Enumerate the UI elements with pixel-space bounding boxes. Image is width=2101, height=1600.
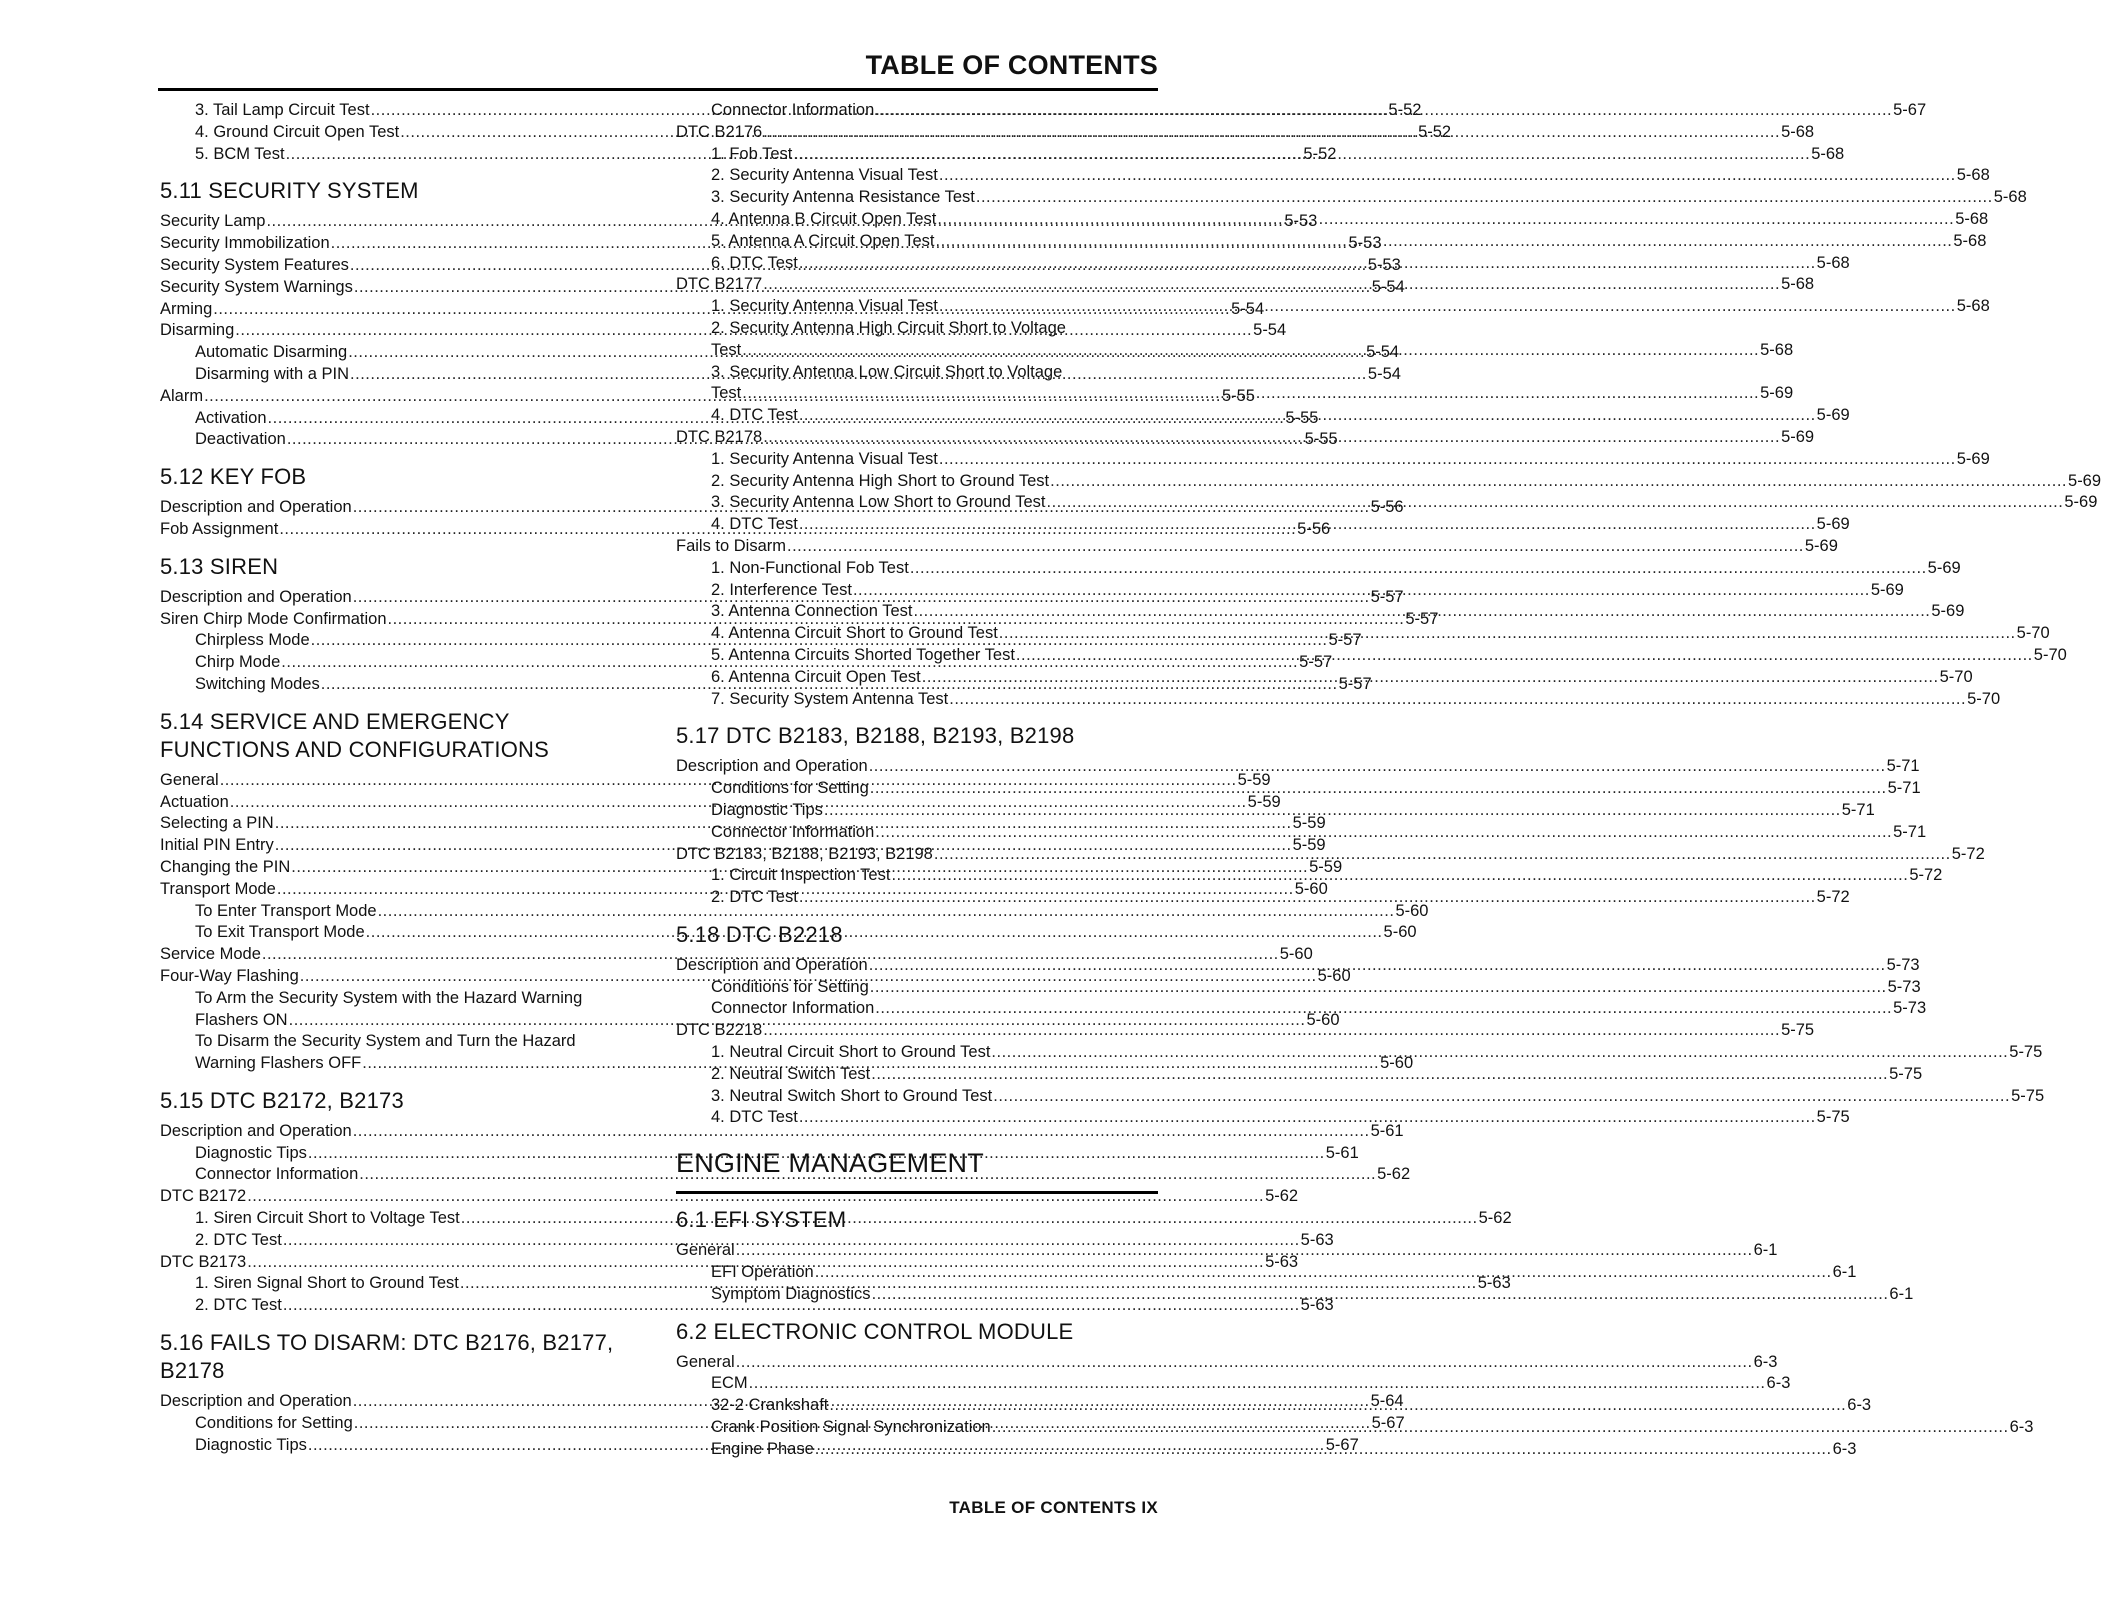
toc-entry-page: 5-57 (1338, 674, 1372, 693)
dot-leader (763, 122, 1780, 144)
toc-entry-page: 5-70 (2033, 645, 2067, 664)
toc-entry-page: 5-69 (1956, 449, 1990, 468)
toc-entry-title: 5. Antenna Circuits Shorted Together Test (711, 645, 1015, 664)
dot-leader (853, 580, 1870, 602)
toc-entry[interactable] (676, 449, 1990, 471)
section-heading: 5.14 SERVICE AND EMERGENCY FUNCTIONS AND CONFIGURATIONS (160, 708, 549, 762)
toc-entry-page: 5-62 (1265, 1187, 1299, 1206)
dot-leader (1046, 492, 2063, 514)
toc-entry-page: 6-3 (1766, 1374, 1791, 1393)
toc-entry-title: Description and Operation (676, 955, 868, 974)
toc-entry-page: 6-1 (1889, 1284, 1914, 1303)
toc-entry-page: 5-62 (1377, 1165, 1411, 1184)
toc-entry-page: 5-72 (1951, 844, 1985, 863)
toc-entry-title: Deactivation (195, 430, 286, 449)
toc-entry-page: 5-55 (1304, 430, 1338, 449)
toc-entry-title: DTC B2177 (676, 275, 763, 294)
toc-entry-title: 1. Fob Test (711, 144, 793, 163)
toc-entry-page: 5-59 (1247, 792, 1281, 811)
toc-entry-page: 5-63 (1300, 1296, 1334, 1315)
dot-leader (875, 998, 1892, 1020)
section-heading: 6.2 ELECTRONIC CONTROL MODULE (676, 1318, 1074, 1344)
toc-entry-page: 5-69 (2068, 471, 2101, 490)
dot-leader (763, 1020, 1780, 1042)
toc-entry-page: 5-67 (1371, 1413, 1405, 1432)
toc-entry-page: 5-75 (2009, 1043, 2043, 1062)
toc-entry-title: To Exit Transport Mode (195, 923, 365, 942)
toc-entry-title: Transport Mode (160, 879, 276, 898)
toc-entry-page: 6-3 (1832, 1439, 1857, 1458)
toc-entry-title: 6. Antenna Circuit Open Test (711, 667, 921, 686)
toc-entry-title: To Enter Transport Mode (195, 901, 377, 920)
toc-entry-title: DTC B2218 (676, 1021, 763, 1040)
toc-entry[interactable] (676, 1064, 1923, 1086)
toc-entry-page: 5-56 (1370, 498, 1404, 517)
toc-entry-page: 5-60 (1279, 945, 1313, 964)
toc-entry-page: 5-68 (1781, 275, 1815, 294)
toc-entry-page: 5-71 (1893, 822, 1927, 841)
toc-entry-page: 5-68 (1956, 166, 1990, 185)
toc-entry-page: 5-68 (1811, 144, 1845, 163)
toc-entry-page: 5-75 (2011, 1086, 2045, 1105)
toc-entry-title: Changing the PIN (160, 857, 291, 876)
dot-leader (870, 977, 1887, 999)
toc-entry[interactable] (160, 1164, 1411, 1186)
toc-entry-page: 6-1 (1753, 1241, 1778, 1260)
toc-entry-title: 3. Tail Lamp Circuit Test (195, 101, 370, 119)
toc-entry-title: Diagnostic Tips (711, 800, 823, 819)
toc-entry-title: Description and Operation (160, 1121, 352, 1140)
dot-leader (799, 514, 1816, 536)
toc-entry-title: 1. Security Antenna Visual Test (711, 449, 938, 468)
dot-leader (763, 274, 1780, 296)
toc-entry[interactable] (676, 1107, 1850, 1129)
dot-leader (799, 1107, 1816, 1129)
dot-leader (992, 1417, 2009, 1439)
toc-entry[interactable] (676, 977, 1921, 999)
toc-entry-page: 5-56 (1297, 519, 1331, 538)
dot-leader (939, 165, 1956, 187)
toc-entry-page: 5-73 (1887, 977, 1921, 996)
toc-entry-title: Description and Operation (160, 1392, 352, 1411)
dot-leader (787, 536, 1804, 558)
toc-entry-title: Disarming (160, 321, 235, 340)
toc-entry-page: 5-68 (1816, 253, 1850, 272)
toc-entry-title: Warning Flashers OFF (195, 1054, 362, 1073)
toc-entry-title: DTC B2172 (160, 1187, 247, 1206)
toc-entry-title: Alarm (160, 386, 204, 405)
toc-entry-page: 5-57 (1328, 631, 1362, 650)
toc-entry-title: Security System Features (160, 255, 349, 274)
toc-entry-title: Switching Modes (195, 674, 320, 693)
toc-entry-page: 6-3 (1753, 1352, 1778, 1371)
toc-entry-title: 32-2 Crankshaft (711, 1396, 829, 1415)
toc-entry-title: 4. DTC Test (711, 406, 798, 425)
toc-entry-text-continued: 3. Security Antenna Low Circuit Short to Voltage (711, 362, 1063, 381)
toc-entry-title: 2. Security Antenna Visual Test (711, 166, 938, 185)
toc-entry-title: DTC B2178 (676, 427, 763, 446)
toc-entry-title: 5. BCM Test (195, 144, 285, 163)
toc-entry-page: 5-59 (1292, 836, 1326, 855)
toc-entry[interactable] (676, 689, 2001, 711)
toc-entry-title: 1. Non-Functional Fob Test (711, 558, 909, 577)
toc-entry-page: 5-71 (1886, 757, 1920, 776)
toc-entry[interactable] (160, 1186, 1299, 1208)
toc-entry-title: 2. Security Antenna High Short to Ground Test (711, 471, 1050, 490)
toc-entry-page: 5-72 (1816, 888, 1850, 907)
toc-entry-page: 5-69 (1931, 602, 1965, 621)
toc-entry-title: 1. Security Antenna Visual Test (711, 297, 938, 316)
toc-entry-title: Automatic Disarming (195, 343, 348, 362)
dot-leader (763, 427, 1780, 449)
toc-entry-page: 5-57 (1299, 653, 1333, 672)
toc-entry-page: 5-63 (1477, 1274, 1511, 1293)
toc-entry-page: 5-54 (1367, 364, 1401, 383)
dot-leader (922, 667, 1939, 689)
toc-entry[interactable] (160, 901, 1429, 923)
toc-entry-page: 5-59 (1309, 857, 1343, 876)
toc-entry-page: 5-70 (1967, 689, 2001, 708)
toc-entry-page: 5-69 (1816, 515, 1850, 534)
dot-leader (749, 1373, 1766, 1395)
section-heading: 6.1 EFI SYSTEM (676, 1207, 847, 1233)
toc-entry-page: 5-59 (1292, 814, 1326, 833)
toc-entry-page: 5-69 (1870, 580, 1904, 599)
toc-entry-title: Crank Position Signal Synchronization (711, 1418, 991, 1437)
toc-entry-title: Arming (160, 299, 213, 318)
toc-entry-title: 3. Antenna Connection Test (711, 602, 913, 621)
toc-entry-page: 5-71 (1841, 800, 1875, 819)
toc-entry-page: 5-57 (1405, 609, 1439, 628)
toc-entry-page: 5-55 (1285, 408, 1319, 427)
toc-entry-title: Security System Warnings (160, 277, 353, 296)
toc-entry-title: 2. DTC Test (195, 1230, 282, 1249)
toc-entry-title: Flashers ON (195, 1010, 288, 1029)
dot-leader (799, 253, 1816, 275)
toc-entry-page: 5-52 (1388, 101, 1422, 119)
toc-entry-title: General (160, 770, 219, 789)
title-rule (158, 88, 1158, 91)
toc-entry-page: 5-54 (1253, 321, 1287, 340)
toc-entry-title: Conditions for Setting (195, 1413, 353, 1432)
toc-entry-title: 6. DTC Test (711, 253, 798, 272)
toc-entry-title: Diagnostic Tips (195, 1143, 307, 1162)
toc-entry-title: Fails to Disarm (676, 536, 787, 555)
dot-leader (872, 1284, 1889, 1306)
dot-leader (824, 800, 1841, 822)
toc-entry-title: 1. Siren Signal Short to Ground Test (195, 1274, 459, 1293)
toc-entry-page: 5-69 (1804, 536, 1838, 555)
dot-leader (869, 756, 1886, 778)
toc-entry[interactable] (676, 558, 1961, 580)
toc-entry-title: EFI Operation (711, 1263, 814, 1282)
toc-entry-page: 6-3 (1847, 1396, 1872, 1415)
toc-entry[interactable] (676, 1373, 1791, 1395)
section-heading: 5.15 DTC B2172, B2173 (160, 1087, 404, 1113)
toc-entry-page: 5-54 (1371, 277, 1405, 296)
dot-leader (991, 1042, 2008, 1064)
toc-entry[interactable] (676, 756, 1920, 778)
toc-entry-title: General (676, 1352, 735, 1371)
toc-entry-title: 4. DTC Test (711, 515, 798, 534)
section-heading: 5.17 DTC B2183, B2188, B2193, B2198 (676, 723, 1075, 749)
toc-entry-title: Four-Way Flashing (160, 966, 299, 985)
dot-leader (742, 340, 1759, 362)
toc-entry-page: 5-59 (1237, 770, 1271, 789)
toc-entry-title: 3. Security Antenna Resistance Test (711, 188, 975, 207)
section-heading: 5.11 SECURITY SYSTEM (160, 178, 419, 204)
toc-entry-page: 5-73 (1893, 999, 1927, 1018)
toc-entry-title: 4. Antenna Circuit Short to Ground Test (711, 624, 998, 643)
toc-entry-page: 5-60 (1380, 1054, 1414, 1073)
section-heading: 5.18 DTC B2218 (676, 921, 843, 947)
toc-entry-title: Security Immobilization (160, 234, 330, 253)
dot-leader (829, 1395, 1846, 1417)
toc-entry-page: 5-61 (1325, 1143, 1359, 1162)
toc-entry-page: 5-73 (1886, 955, 1920, 974)
toc-entry-page: 5-68 (1760, 340, 1794, 359)
toc-entry[interactable] (676, 187, 2027, 209)
section-heading: 5.16 FAILS TO DISARM: DTC B2176, B2177, B2178 (160, 1330, 614, 1384)
dot-leader (936, 231, 1953, 253)
toc-entry[interactable] (676, 1086, 2045, 1108)
toc-entry-title: Connector Information (195, 1165, 359, 1184)
toc-entry-page: 5-63 (1265, 1252, 1299, 1271)
toc-entry-title: Conditions for Setting (711, 977, 869, 996)
dot-leader (993, 1086, 2010, 1108)
toc-entry-page: 5-54 (1231, 299, 1265, 318)
dot-leader (793, 144, 1810, 166)
dot-leader (937, 209, 1954, 231)
toc-entry-page: 5-72 (1909, 866, 1943, 885)
page-footer: TABLE OF CONTENTS IX (949, 1498, 1158, 1517)
chapter-rule (676, 1191, 1158, 1194)
dot-leader (939, 296, 1956, 318)
dot-leader (1016, 645, 2033, 667)
dot-leader (949, 689, 1966, 711)
toc-entry-title: DTC B2183, B2188, B2193, B2198 (676, 844, 933, 863)
dot-leader (934, 844, 1951, 866)
toc-entry-text-continued: To Arm the Security System with the Hazard Warning (195, 988, 583, 1007)
toc-entry-page: 6-3 (2009, 1418, 2034, 1437)
dot-leader (999, 623, 2016, 645)
toc-entry-title: Conditions for Setting (711, 779, 869, 798)
toc-entry-page: 6-1 (1832, 1263, 1857, 1282)
toc-entry-title: DTC B2176 (676, 122, 763, 141)
dot-leader (736, 1352, 1753, 1374)
toc-entry-page: 5-57 (1370, 587, 1404, 606)
toc-entry-page: 5-53 (1367, 255, 1401, 274)
toc-entry-title: 3. Security Antenna Low Short to Ground Test (711, 493, 1046, 512)
toc-entry-page: 5-68 (1993, 188, 2027, 207)
page-title: TABLE OF CONTENTS (865, 50, 1158, 80)
toc-entry-title: Service Mode (160, 945, 261, 964)
section-heading: 5.13 SIREN (160, 553, 279, 579)
toc-entry[interactable] (160, 1295, 1334, 1317)
dot-leader (815, 1262, 1832, 1284)
toc-entry-text-continued: 2. Security Antenna High Circuit Short to Voltage (711, 318, 1066, 337)
toc-entry-title: Fob Assignment (160, 519, 279, 538)
dot-leader (939, 449, 1956, 471)
toc-entry-title: Test (711, 384, 742, 403)
toc-entry-title: Test (711, 340, 742, 359)
toc-entry-page: 5-69 (2064, 493, 2098, 512)
toc-entry[interactable] (160, 1121, 1404, 1143)
toc-entry-title: 4. DTC Test (711, 1108, 798, 1127)
toc-entry-title: 1. Circuit Inspection Test (711, 866, 891, 885)
toc-entry-page: 5-67 (1893, 101, 1927, 119)
toc-entry-page: 5-75 (1781, 1021, 1815, 1040)
toc-entry-page: 5-52 (1303, 144, 1337, 163)
toc-entry-page: 5-69 (1781, 427, 1815, 446)
dot-leader (799, 887, 1816, 909)
section-heading: 5.12 KEY FOB (160, 464, 307, 490)
dot-leader (891, 865, 1908, 887)
toc-entry-page: 5-64 (1370, 1392, 1404, 1411)
toc-entry[interactable] (676, 471, 2101, 493)
toc-entry-page: 5-70 (2016, 624, 2050, 643)
toc-entry-page: 5-68 (1781, 122, 1815, 141)
toc-entry-page: 5-69 (1816, 406, 1850, 425)
toc-entry-page: 5-52 (1418, 122, 1452, 141)
toc-entry-title: Security Lamp (160, 212, 266, 231)
toc-entry-page: 5-55 (1221, 386, 1255, 405)
toc-entry[interactable] (676, 536, 1838, 558)
toc-entry-title: 2. DTC Test (195, 1296, 282, 1315)
toc-entry[interactable] (676, 1352, 1778, 1374)
toc-entry-title: Connector Information (711, 999, 875, 1018)
toc-entry-page: 5-70 (1939, 667, 1973, 686)
toc-entry-title: 4. Ground Circuit Open Test (195, 122, 400, 141)
toc-entry-title: 1. Neutral Circuit Short to Ground Test (711, 1043, 991, 1062)
toc-entry-title: Connector Information (711, 822, 875, 841)
toc-entry-title: Symptom Diagnostics (711, 1284, 871, 1303)
toc-entry-page: 5-68 (1955, 209, 1989, 228)
dot-leader (871, 1064, 1888, 1086)
toc-entry-page: 5-61 (1370, 1121, 1404, 1140)
dot-leader (914, 601, 1931, 623)
dot-leader (875, 822, 1892, 844)
toc-entry-title: General (676, 1241, 735, 1260)
toc-entry-page: 5-53 (1284, 212, 1318, 231)
toc-entry-page: 5-62 (1478, 1209, 1512, 1228)
toc-entry-page: 5-75 (1816, 1108, 1850, 1127)
toc-entry-page: 5-69 (1927, 558, 1961, 577)
toc-entry-page: 5-60 (1306, 1010, 1340, 1029)
toc-entry-page: 5-60 (1395, 901, 1429, 920)
toc-entry-page: 5-63 (1300, 1230, 1334, 1249)
toc-entry-title: Initial PIN Entry (160, 836, 274, 855)
toc-entry-page: 5-68 (1956, 297, 1990, 316)
toc-entry-title: Chirpless Mode (195, 631, 310, 650)
toc-entry-page: 5-60 (1317, 966, 1351, 985)
toc-entry-title: Siren Chirp Mode Confirmation (160, 609, 387, 628)
toc-entry-title: Connector Information (711, 101, 875, 119)
toc-entry-page: 5-68 (1953, 231, 1987, 250)
toc-entry-title: 2. DTC Test (711, 888, 798, 907)
toc-entry-text-continued: To Disarm the Security System and Turn the Hazard (195, 1032, 576, 1051)
toc-entry-title: 3. Neutral Switch Short to Ground Test (711, 1086, 993, 1105)
toc-entry-title: 2. Neutral Switch Test (711, 1064, 871, 1083)
toc-entry-page: 5-75 (1889, 1064, 1923, 1083)
toc-entry[interactable] (676, 1020, 1815, 1042)
toc-entry-page: 5-60 (1294, 879, 1328, 898)
toc-entry-title: Description and Operation (160, 587, 352, 606)
dot-leader (875, 100, 1892, 122)
toc-entry-title: Actuation (160, 792, 229, 811)
toc-entry-title: 4. Antenna B Circuit Open Test (711, 209, 937, 228)
dot-leader (1050, 471, 2067, 493)
toc-entry-page: 5-54 (1366, 343, 1400, 362)
dot-leader (815, 1439, 1832, 1461)
dot-leader (869, 955, 1886, 977)
dot-leader (742, 383, 1759, 405)
toc-entry-title: 7. Security System Antenna Test (711, 689, 949, 708)
toc-entry-page: 5-60 (1383, 923, 1417, 942)
dot-leader (799, 405, 1816, 427)
toc-entry-title: 5. Antenna A Circuit Open Test (711, 231, 935, 250)
dot-leader (976, 187, 1993, 209)
toc-entry-title: DTC B2173 (160, 1252, 247, 1271)
chapter-heading: ENGINE MANAGEMENT (676, 1148, 984, 1179)
dot-leader (910, 558, 1927, 580)
toc-entry-title: Chirp Mode (195, 653, 281, 672)
toc-entry-title: Description and Operation (160, 498, 352, 517)
toc-entry-title: ECM (711, 1374, 748, 1393)
dot-leader (870, 778, 1887, 800)
toc-entry-page: 5-67 (1325, 1435, 1359, 1454)
toc-entry-title: Description and Operation (676, 757, 868, 776)
toc-entry-title: Selecting a PIN (160, 814, 274, 833)
toc-entry-title: Engine Phase (711, 1439, 814, 1458)
toc-entry-title: Activation (195, 408, 267, 427)
toc-entry-title: Disarming with a PIN (195, 364, 350, 383)
dot-leader (736, 1240, 1753, 1262)
toc-entry-page: 5-69 (1760, 384, 1794, 403)
toc-entry[interactable] (676, 165, 1990, 187)
toc-entry-title: 2. Interference Test (711, 580, 852, 599)
toc-entry-page: 5-71 (1887, 779, 1921, 798)
toc-entry-page: 5-53 (1348, 234, 1382, 253)
toc-entry-title: Diagnostic Tips (195, 1435, 307, 1454)
toc-entry-title: 1. Siren Circuit Short to Voltage Test (195, 1209, 460, 1228)
